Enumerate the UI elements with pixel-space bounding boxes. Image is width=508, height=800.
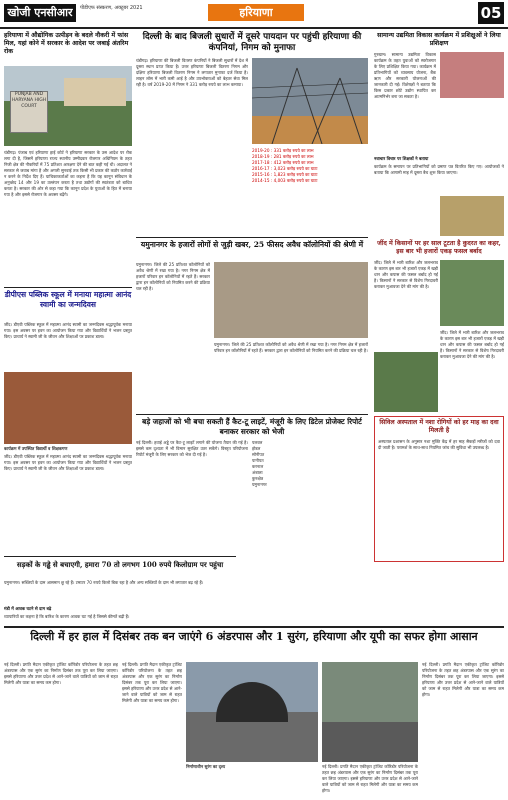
training-photo	[440, 52, 504, 98]
crop-photo	[374, 352, 438, 412]
highcourt-photo	[4, 66, 132, 146]
school-body-cont: जींद। डीएवी पब्लिक स्कूल में महात्मा आनंद स्वामी का जन्मदिवस श्रद्धापूर्वक मनाया गया। इस अवसर पर हवन का आयोजन किया गया और विद्यार्थियों ने भजन प्रस्तुत किए। प्राचार्य ने स्वामी जी के जीवन और शिक्षाओं पर प्रकाश डाला।	[4, 454, 132, 471]
ships-body: नई दिल्ली। हवाई अड्डे पर कैट-टू लाइटें लगाने की योजना तैयार की गई है। इससे कम दृश्यता में भी विमान सुरक्षित उतर सकेंगे। विस्तृत परियोजना रिपोर्ट मंजूरी के लिए सरकार को भेज दी गई है।	[136, 440, 248, 457]
meeting-photo	[440, 196, 504, 236]
section-label: हरियाणा	[208, 4, 304, 21]
jeend-headline: जींद में किसानों पर हर साल टूटता है कुदरत का कहर, इस बार भी हजारों एकड़ फसल बर्बाद	[377, 240, 501, 255]
main-body-col2: नई दिल्ली। प्रगति मैदान एकीकृत ट्रांजिट कॉरिडोर परियोजना के तहत छह अंडरपास और एक सुरंग का निर्माण दिसंबर तक पूरा कर लिया जाएगा। इससे हरियाणा और उत्तर प्रदेश से आने-जाने वाले यात्रियों को जाम से राहत मिलेगी और यात्रा का समय कम होगा।	[122, 662, 182, 703]
hospital-body: अस्पताल प्रशासन के अनुसार नशा मुक्ति केंद्र में हर माह सैकड़ों मरीजों को दवा दी जाती है। परामर्श के साथ-साथ नियमित जांच की सुविधा भी उपलब्ध है।	[378, 439, 500, 450]
col3-subhead: नवाचार विचार पर शिक्षकों ने बताया	[374, 156, 429, 161]
sadak-headline: सड़कों के गड्ढे से बचाएगी, हमारा 70 तो लगभग 100 रुपये किलोग्राम पर पहुंचा	[16, 560, 224, 569]
district-item: सोनीपत	[252, 452, 265, 457]
main-headline: दिल्ली में हर हाल में दिसंबर तक बन जाएंगे 6 अंडरपास और 1 सुरंग, हरियाणा और यूपी का सफर होगा आसान	[30, 630, 478, 643]
district-item: अंबाला	[252, 470, 263, 475]
jeend-body: जींद। जिले में भारी बारिश और जलभराव के कारण इस बार भी हजारों एकड़ में खड़ी धान और कपास की फसल बर्बाद हो गई है। किसानों ने सरकार से विशेष गिरदावरी कराकर मुआवजा देने की मांग की है।	[374, 260, 438, 289]
school-headline: डीपीएस पब्लिक स्कूल में मनाया महात्मा आनंद स्वामी का जन्मदिवस	[4, 290, 132, 309]
tunnel-photo-caption: निर्माणाधीन सुरंग का दृश्य	[186, 764, 226, 769]
col2-headline: दिल्ली के बाद बिजली सुधारों में दूसरे पायदान पर पहुंची हरियाणा की कंपनियां, निगम को मुनाफा	[142, 32, 362, 53]
stat-line: 2016-17 : 3,023 करोड़ रुपये का घाटा	[252, 166, 318, 171]
school-event-photo	[4, 372, 132, 444]
yamuna-body-cont: यमुनानगर। जिले की 25 प्रतिशत कॉलोनियों को अवैध श्रेणी में रखा गया है। नगर निगम क्षेत्र में हजारों परिवार इन कॉलोनियों में रहते हैं। सरकार द्वारा इन कॉलोनियों को नियमित करने की प्रक्रिया चल रही है।	[214, 342, 368, 353]
ships-headline: बड़े जहाजों को भी बचा सकती हैं कैट-टू लाइटें, मंजूरी के लिए डिटेल प्रोजेक्ट रिपोर्ट बनाकर सरकार को भेजी	[142, 417, 362, 436]
col1-headline: हरियाणा में औद्योगिक उत्पीड़न के बदले नौकरी में फांस मिल, यहां कोने में सरकार के आदेश पर जबाई अंतरिम रोक	[4, 32, 129, 55]
sadak-subhead: मंडी में आवक घटने से दाम बढ़े	[4, 606, 52, 611]
col1-body: चंडीगढ़। पंजाब एवं हरियाणा हाई कोर्ट ने हरियाणा सरकार के उस आदेश पर रोक लगा दी है, जिसमें हरियाणा राज्य स्थानीय उम्मीदवार रोजगार अधिनियम के तहत निजी क्षेत्र की नौकरियों में 75 प्रतिशत आरक्षण देने की बात कही गई थी। अदालत ने सरकार से जवाब मांगा है और अगली सुनवाई तक किसी भी प्रकार की कठोर कार्रवाई न करने के निर्देश दिए हैं। याचिकाकर्ताओं का कहना है कि यह कानून संविधान के अनुच्छेद 14 और 19 का उल्लंघन करता है तथा उद्योगों की स्वतंत्रता को बाधित करता है। सरकार की ओर से कहा गया कि कानून प्रदेश के युवाओं के हित में बनाया गया है और इससे रोजगार के अवसर बढ़ेंगे।	[4, 150, 132, 197]
highcourt-signboard: PUNJAB AND HARYANA HIGH COURT	[10, 91, 48, 133]
district-item: पलवल	[252, 440, 263, 445]
stat-line: 2017-18 : 412 करोड़ रुपये का लाभ	[252, 160, 314, 165]
district-list	[252, 440, 368, 488]
main-body-col4: नई दिल्ली। प्रगति मैदान एकीकृत ट्रांजिट कॉरिडोर परियोजना के तहत छह अंडरपास और एक सुरंग का निर्माण दिसंबर तक पूरा कर लिया जाएगा। इससे हरियाणा और उत्तर प्रदेश से आने-जाने वाले यात्रियों को जाम से राहत मिलेगी और यात्रा का समय कम होगा।	[322, 764, 418, 793]
main-body-col5: नई दिल्ली। प्रगति मैदान एकीकृत ट्रांजिट कॉरिडोर परियोजना के तहत छह अंडरपास और एक सुरंग का निर्माण दिसंबर तक पूरा कर लिया जाएगा। इससे हरियाणा और उत्तर प्रदेश से आने-जाने वाले यात्रियों को जाम से राहत मिलेगी और यात्रा का समय कम होगा।	[422, 662, 504, 697]
hospital-headline: सिविल अस्पताल में नशा रोगियों को हर माह का दवा मिलती है	[379, 419, 499, 434]
col3-headline: सामान्य उद्यमिता विकास कार्यक्रम में प्रशिक्षुओं ने लिया प्रशिक्षण	[377, 32, 501, 47]
colony-aerial-photo	[214, 262, 368, 338]
district-item: पानीपत	[252, 458, 264, 463]
district-item: यमुनानगर	[252, 482, 267, 487]
sadak-body2: व्यापारियों का कहना है कि बारिश के कारण आवक घट गई है जिससे कीमतें बढ़ी हैं।	[4, 614, 130, 619]
school-photo-caption: कार्यक्रम में उपस्थित विद्यार्थी व शिक्षकगण	[4, 446, 68, 451]
stat-line: 2015-16 : 1,823 करोड़ रुपये का घाटा	[252, 172, 318, 177]
hospital-box	[374, 416, 504, 562]
power-lines-photo	[252, 58, 368, 144]
yamuna-body: यमुनानगर। जिले की 25 प्रतिशत कॉलोनियों को अवैध श्रेणी में रखा गया है। नगर निगम क्षेत्र में हजारों परिवार इन कॉलोनियों में रहते हैं। सरकार द्वारा इन कॉलोनियों को नियमित करने की प्रक्रिया चल रही है।	[136, 262, 210, 291]
sadak-body: यमुनानगर। सब्जियों के दाम आसमान छू रहे हैं। टमाटर 70 रुपये किलो बिक रहा है और अन्य सब्जियों के दाम भी लगातार बढ़ रहे हैं।	[4, 580, 204, 585]
school-body: जींद। डीएवी पब्लिक स्कूल में महात्मा आनंद स्वामी का जन्मदिवस श्रद्धापूर्वक मनाया गया। इस अवसर पर हवन का आयोजन किया गया और विद्यार्थियों ने भजन प्रस्तुत किए। प्राचार्य ने स्वामी जी के जीवन और शिक्षाओं पर प्रकाश डाला।	[4, 322, 132, 339]
col2-body: चंडीगढ़। हरियाणा की बिजली वितरण कंपनियों ने बिजली सुधारों में देश में दूसरा स्थान प्राप्त किया है। उत्तर हरियाणा बिजली वितरण निगम और दक्षिण हरियाणा बिजली वितरण निगम ने लगातार मुनाफा दर्ज किया है। लाइन लॉस में भारी कमी आई है और उपभोक्ताओं को बेहतर सेवा मिल रही है। वर्ष 2019-20 में निगम ने 331 करोड़ रुपये का लाभ कमाया।	[136, 58, 248, 87]
district-item: करनाल	[252, 464, 264, 469]
edition-info: पीडीएफ संस्करण, अक्टूबर 2021	[80, 5, 143, 11]
flooded-field-photo	[440, 260, 504, 326]
stat-line: 2018-19 : 281 करोड़ रुपये का लाभ	[252, 154, 314, 159]
stat-line: 2014-15 : 4,003 करोड़ रुपये का घाटा	[252, 178, 318, 183]
district-item: होडल	[252, 446, 261, 451]
col3-body: गुरुग्राम। सामान्य उद्यमिता विकास कार्यक्रम के तहत युवाओं को स्वरोजगार के लिए प्रशिक्षित किया गया। कार्यक्रम में प्रतिभागियों को व्यवसाय योजना, बैंक ऋण और सरकारी योजनाओं की जानकारी दी गई। विशेषज्ञों ने बताया कि किस प्रकार छोटे उद्योग स्थापित कर आत्मनिर्भर बना जा सकता है।	[374, 52, 436, 99]
col3-body2: कार्यक्रम के समापन पर प्रतिभागियों को प्रमाण पत्र वितरित किए गए। आयोजकों ने बताया कि आगामी माह में दूसरा बैच शुरू किया जाएगा।	[374, 164, 504, 175]
yamuna-headline: यमुनानगर के हजारों लोगों से जुड़ी खबर, 25 फीसद अवैध कॉलोनियों की श्रेणी में	[140, 240, 364, 249]
page-number: 05	[478, 2, 504, 24]
loss-profit-stats	[252, 148, 368, 184]
tunnel-photo	[186, 662, 318, 762]
underpass-photo	[322, 662, 418, 762]
main-body: नई दिल्ली। प्रगति मैदान एकीकृत ट्रांजिट कॉरिडोर परियोजना के तहत छह अंडरपास और एक सुरंग का निर्माण दिसंबर तक पूरा कर लिया जाएगा। इससे हरियाणा और उत्तर प्रदेश से आने-जाने वाले यात्रियों को जाम से राहत मिलेगी और यात्रा का समय कम होगा।	[4, 662, 118, 685]
jeend-body-cont: जींद। जिले में भारी बारिश और जलभराव के कारण इस बार भी हजारों एकड़ में खड़ी धान और कपास की फसल बर्बाद हो गई है। किसानों ने सरकार से विशेष गिरदावरी कराकर मुआवजा देने की मांग की है।	[440, 330, 504, 359]
newspaper-logo: खोजी एनसीआर	[4, 4, 76, 22]
stat-line: 2019-20 : 331 करोड़ रुपये का लाभ	[252, 148, 314, 153]
page-header	[0, 0, 508, 29]
district-item: कुरुक्षेत्र	[252, 476, 264, 481]
